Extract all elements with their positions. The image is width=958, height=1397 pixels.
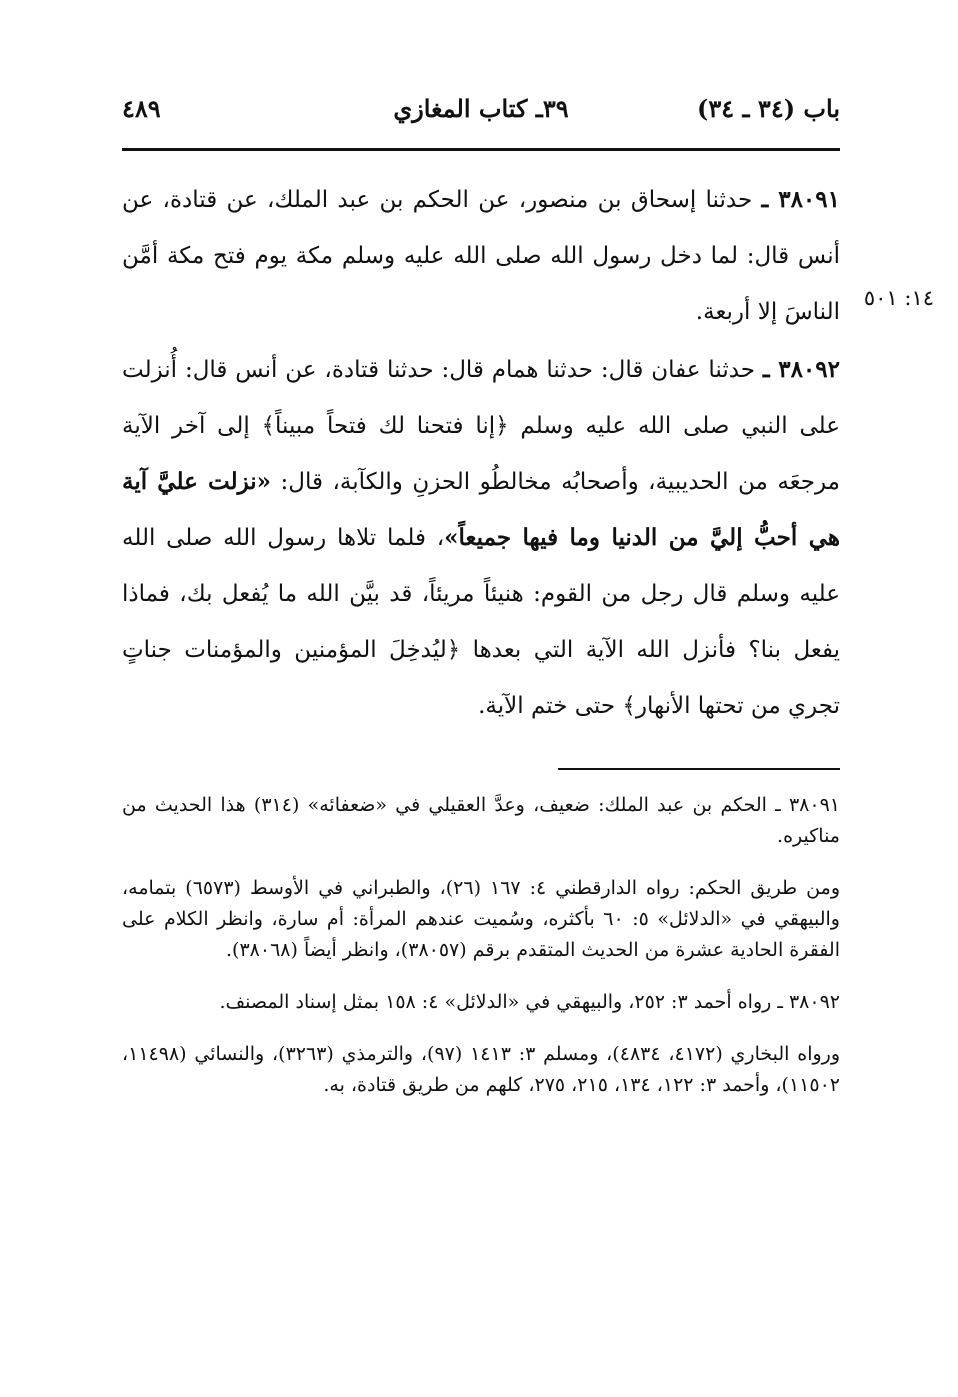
footnote: ومن طريق الحكم: رواه الدارقطني ٤: ١٦٧ (٢٦)، والطبراني في الأوسط (٦٥٧٣) بتمامه، والبيهقي في «الدلائل» ٥: ٦٠ بأكثره، وسُميت عندهم المرأة: أم سارة، وانظر الكلام على الفقرة الحادية عشرة من الحديث المتقدم برقم (٣٨٠٥٧)، وانظر أيضاً (٣٨٠٦٨). bbox=[122, 877, 840, 961]
footnote-separator bbox=[558, 768, 840, 770]
hadith-38091 bbox=[122, 172, 840, 340]
hadith-number: ٣٨٠٩١ ـ bbox=[761, 186, 840, 213]
hadith-text-before: حدثنا عفان قال: حدثنا همام قال: حدثنا قتادة، عن أنس قال: أُنزلت على النبي صلى الله عليه وسلم ﴿إنا فتحنا لك فتحاً مبيناً﴾ إلى آخر الآية مرجعَه من الحديبية، وأصحابُه مخالطُو الحزنِ والكآبة، قال: bbox=[122, 357, 840, 495]
hadith-text-after: ، فلما تلاها رسول الله صلى الله عليه وسلم قال رجل من القوم: هنيئاً مريئاً، قد بيَّن الله ما يُفعل بك، فماذا يفعل بنا؟ فأنزل الله الآية التي بعدها ﴿ليُدخِلَ المؤمنين والمؤمنات جناتٍ تجري من تحتها الأنهار﴾ حتى ختم الآية. bbox=[122, 525, 840, 719]
header-rule bbox=[122, 148, 840, 151]
footnote: ٣٨٠٩٢ ـ رواه أحمد ٣: ٢٥٢، والبيهقي في «الدلائل» ٤: ١٥٨ بمثل إسناد المصنف. bbox=[219, 991, 840, 1013]
hadith-text: حدثنا إسحاق بن منصور، عن الحكم بن عبد الملك، عن قتادة، عن أنس قال: لما دخل رسول الله صلى الله عليه وسلم مكة يوم فتح مكة أمَّن الناسَ إلا أربعة. bbox=[122, 187, 840, 325]
page-header bbox=[122, 94, 840, 138]
chapter-heading: باب (٣٤ ـ ٣٤) bbox=[697, 94, 840, 123]
footnotes bbox=[122, 790, 840, 1122]
hadith-number: ٣٨٠٩٢ ـ bbox=[762, 356, 840, 383]
book-title: ٣٩ـ كتاب المغازي bbox=[393, 94, 569, 123]
prophetic-quote: «نزلت عليَّ آية هي أحبُّ إليَّ من الدنيا وما فيها جميعاً» bbox=[122, 468, 840, 551]
hadith-paragraph bbox=[122, 172, 840, 340]
footnote: ورواه البخاري (٤١٧٢، ٤٨٣٤)، ومسلم ٣: ١٤١٣ (٩٧)، والترمذي (٣٢٦٣)، والنسائي (١١٤٩٨، ١١٥٠٢)، وأحمد ٣: ١٢٢، ١٣٤، ٢١٥، ٢٧٥، كلهم من طريق قتادة، به. bbox=[122, 1043, 840, 1096]
hadith-paragraph bbox=[122, 342, 840, 734]
hadith-38092 bbox=[122, 342, 840, 734]
footnote: ٣٨٠٩١ ـ الحكم بن عبد الملك: ضعيف، وعدَّ العقيلي في «ضعفائه» (٣١٤) هذا الحديث من مناكيره. bbox=[122, 794, 840, 847]
margin-reference: ١٤: ٥٠١ bbox=[863, 286, 934, 310]
page-number: ٤٨٩ bbox=[122, 94, 161, 123]
